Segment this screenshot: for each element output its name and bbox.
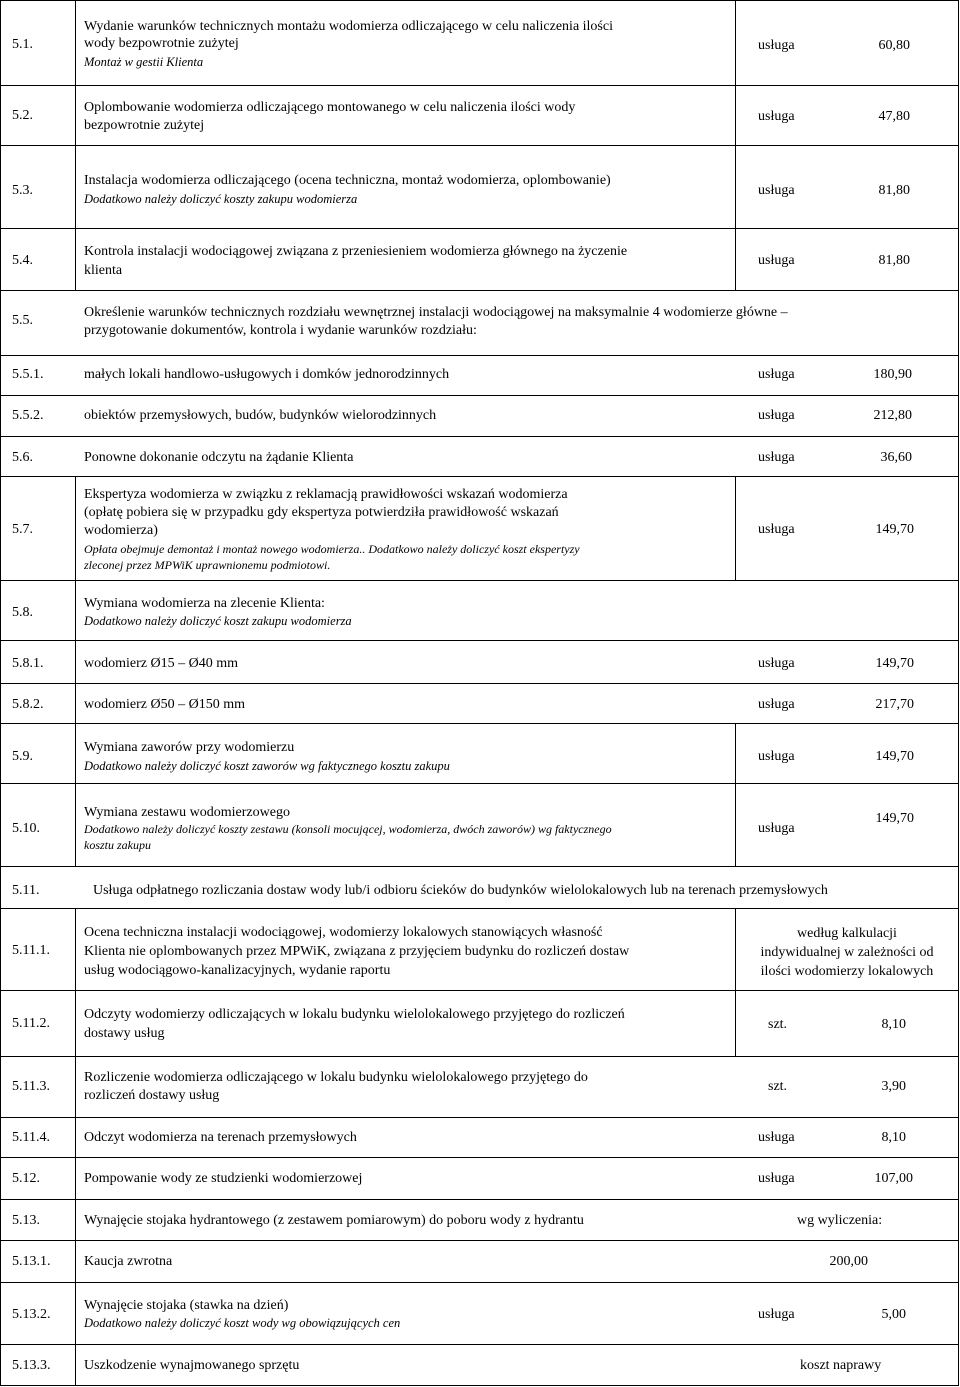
row-description: Usługa odpłatnego rozliczania dostaw wody lub/i odbioru ścieków do budynków wielolokalowych lub na terenach przemysłowych [93, 883, 828, 898]
row-note: Montaż w gestii Klienta [84, 55, 204, 69]
row-unit: usługa [758, 450, 795, 465]
row-price: 149,70 [875, 522, 914, 537]
row-description: Określenie warunków technicznych rozdziału wewnętrznej instalacji wodociągowej na maksymalnie 4 wodomierze główne – [84, 305, 788, 320]
row-border [0, 683, 958, 684]
row-number: 5.10. [12, 821, 40, 836]
col-border [958, 0, 959, 1386]
row-description: Wydanie warunków technicznych montażu wodomierza odliczającego w celu naliczenia ilości [84, 19, 613, 34]
row-description: wody bezpowrotnie zużytej [84, 36, 239, 51]
row-border [0, 580, 958, 581]
row-border [0, 866, 958, 867]
row-number: 5.8.1. [12, 656, 44, 671]
row-description: przygotowanie dokumentów, kontrola i wydanie warunków rozdziału: [84, 323, 477, 338]
row-unit: usługa [758, 183, 795, 198]
row-unit: usługa [758, 253, 795, 268]
row-description: Wynajęcie stojaka (stawka na dzień) [84, 1298, 289, 1313]
row-note: Dodatkowo należy doliczyć koszt wody wg obowiązujących cen [84, 1316, 401, 1330]
row-unit: według kalkulacji [797, 926, 897, 941]
row-border [0, 1199, 958, 1200]
row-border [0, 85, 958, 86]
row-unit: usługa [758, 38, 795, 53]
row-description: Ponowne dokonanie odczytu na żądanie Klienta [84, 450, 354, 465]
col-border [735, 908, 736, 1056]
row-number: 5.7. [12, 522, 33, 537]
row-price: 5,00 [881, 1307, 906, 1322]
row-description: (opłatę pobiera się w przypadku gdy ekspertyza potwierdziła prawidłowość wskazań [84, 505, 559, 520]
row-description: Pompowanie wody ze studzienki wodomierzowej [84, 1171, 363, 1186]
row-unit: szt. [768, 1017, 788, 1032]
row-price: 149,70 [875, 749, 914, 764]
col-border [75, 476, 76, 866]
row-description: Ocena techniczna instalacji wodociągowej, wodomierzy lokalowych stanowiących własność [84, 925, 603, 940]
row-description: Wymiana wodomierza na zlecenie Klienta: [84, 596, 325, 611]
row-border [0, 1240, 958, 1241]
row-number: 5.13.1. [12, 1254, 51, 1269]
row-price: 3,90 [881, 1079, 906, 1094]
row-number: 5.11. [12, 883, 40, 898]
row-unit: usługa [758, 697, 795, 712]
row-price: 81,80 [878, 183, 910, 198]
row-note: kosztu zakupu [84, 838, 151, 852]
row-number: 5.5.2. [12, 408, 44, 423]
row-number: 5.2. [12, 108, 33, 123]
row-note: zleconej przez MPWiK uprawnionemu podmiotowi. [84, 558, 331, 572]
row-unit: ilości wodomierzy lokalowych [760, 964, 934, 979]
row-unit: usługa [758, 408, 795, 423]
row-number: 5.6. [12, 450, 33, 465]
row-number: 5.8.2. [12, 697, 44, 712]
row-price: 36,60 [880, 450, 912, 465]
row-price: 217,70 [875, 697, 914, 712]
row-price: 180,90 [873, 367, 912, 382]
row-border [0, 1385, 958, 1386]
row-number: 5.11.2. [12, 1016, 50, 1031]
row-price: 60,80 [878, 38, 910, 53]
row-unit: koszt naprawy [800, 1358, 882, 1373]
row-number: 5.11.4. [12, 1130, 50, 1145]
row-border [0, 1157, 958, 1158]
row-unit: wg wyliczenia: [797, 1213, 883, 1228]
row-border [0, 723, 958, 724]
row-border [0, 228, 958, 229]
row-unit: usługa [758, 1307, 795, 1322]
row-note: Dodatkowo należy doliczyć koszty zestawu (konsoli mocującej, wodomierza, dwóch zaworów) wg faktycznego [84, 822, 612, 836]
row-number: 5.11.1. [12, 943, 50, 958]
row-description: Odczyty wodomierzy odliczających w lokalu budynku wielolokalowego przyjętego do rozliczeń [84, 1007, 625, 1022]
row-description: Oplombowanie wodomierza odliczającego montowanego w celu naliczenia ilości wody [84, 100, 576, 115]
row-unit: indywidualnej w zależności od [760, 945, 934, 960]
row-description: Wynajęcie stojaka hydrantowego (z zestawem pomiarowym) do poboru wody z hydrantu [84, 1213, 584, 1228]
row-unit: usługa [758, 1171, 795, 1186]
row-note: Dodatkowo należy doliczyć koszty zakupu wodomierza [84, 192, 358, 206]
row-unit: usługa [758, 821, 795, 836]
row-description: usług wodociągowo-kanalizacyjnych, wydanie raportu [84, 963, 391, 978]
row-border [0, 908, 958, 909]
row-number: 5.9. [12, 749, 33, 764]
row-border [0, 1117, 958, 1118]
row-border [0, 783, 958, 784]
row-border [0, 1344, 958, 1345]
row-description: dostawy usług [84, 1026, 165, 1041]
row-description: wodomierz Ø15 – Ø40 mm [84, 656, 238, 671]
row-description: wodomierz Ø50 – Ø150 mm [84, 697, 245, 712]
row-price: 8,10 [881, 1130, 906, 1145]
row-number: 5.4. [12, 253, 33, 268]
row-price: 81,80 [878, 253, 910, 268]
col-border [735, 476, 736, 580]
row-border [0, 290, 958, 291]
row-number: 5.3. [12, 183, 33, 198]
row-border [0, 476, 958, 477]
row-price: 107,00 [874, 1171, 913, 1186]
row-unit: szt. [768, 1079, 788, 1094]
row-description: bezpowrotnie zużytej [84, 118, 205, 133]
row-number: 5.13.2. [12, 1307, 51, 1322]
row-number: 5.11.3. [12, 1079, 50, 1094]
row-number: 5.12. [12, 1171, 40, 1186]
row-price: 212,80 [873, 408, 912, 423]
row-price: 8,10 [881, 1017, 906, 1032]
row-description: Kaucja zwrotna [84, 1254, 173, 1269]
col-border [735, 723, 736, 866]
col-border [75, 0, 76, 290]
row-description: Instalacja wodomierza odliczającego (ocena techniczna, montaż wodomierza, oplombowanie) [84, 173, 611, 188]
row-border [0, 395, 958, 396]
col-border [75, 908, 76, 1386]
row-border [0, 0, 958, 1]
row-unit: usługa [758, 656, 795, 671]
col-border [0, 0, 1, 1386]
row-unit: usługa [758, 109, 795, 124]
row-number: 5.13. [12, 1213, 40, 1228]
row-unit: usługa [758, 1130, 795, 1145]
row-border [0, 355, 958, 356]
row-price: 47,80 [878, 109, 910, 124]
row-description: Wymiana zestawu wodomierzowego [84, 805, 290, 820]
row-number: 5.13.3. [12, 1358, 51, 1373]
row-description: rozliczeń dostawy usług [84, 1088, 220, 1103]
row-border [0, 1056, 958, 1057]
row-border [0, 1282, 958, 1283]
row-number: 5.8. [12, 605, 33, 620]
row-number: 5.5. [12, 313, 33, 328]
row-number: 5.5.1. [12, 367, 44, 382]
row-price: 149,70 [875, 811, 914, 826]
row-note: Opłata obejmuje demontaż i montaż nowego wodomierza.. Dodatkowo należy doliczyć koszt ekspertyzy [84, 542, 580, 556]
row-border [0, 640, 958, 641]
row-border [0, 436, 958, 437]
col-border [735, 0, 736, 290]
row-price: 149,70 [875, 656, 914, 671]
row-description: Klienta nie oplombowanych przez MPWiK, związana z przyjęciem budynku do rozliczeń dostaw [84, 944, 630, 959]
row-description: małych lokali handlowo-usługowych i domków jednorodzinnych [84, 367, 450, 382]
row-description: Uszkodzenie wynajmowanego sprzętu [84, 1358, 300, 1373]
row-note: Dodatkowo należy doliczyć koszt zakupu wodomierza [84, 614, 352, 628]
row-note: Dodatkowo należy doliczyć koszt zaworów wg faktycznego kosztu zakupu [84, 759, 450, 773]
row-description: Wymiana zaworów przy wodomierzu [84, 740, 295, 755]
row-description: obiektów przemysłowych, budów, budynków wielorodzinnych [84, 408, 437, 423]
row-border [0, 990, 958, 991]
row-unit: usługa [758, 522, 795, 537]
row-description: klienta [84, 263, 123, 278]
row-unit: usługa [758, 749, 795, 764]
row-description: Ekspertyza wodomierza w związku z reklamacją prawidłowości wskazań wodomierza [84, 487, 568, 502]
row-price: 200,00 [829, 1254, 868, 1269]
row-description: Odczyt wodomierza na terenach przemysłowych [84, 1130, 357, 1145]
row-description: Rozliczenie wodomierza odliczającego w lokalu budynku wielolokalowego przyjętego do [84, 1070, 588, 1085]
row-number: 5.1. [12, 37, 33, 52]
row-unit: usługa [758, 367, 795, 382]
row-border [0, 145, 958, 146]
row-description: wodomierza) [84, 523, 158, 538]
row-description: Kontrola instalacji wodociągowej związana z przeniesieniem wodomierza głównego na życzenie [84, 244, 628, 259]
